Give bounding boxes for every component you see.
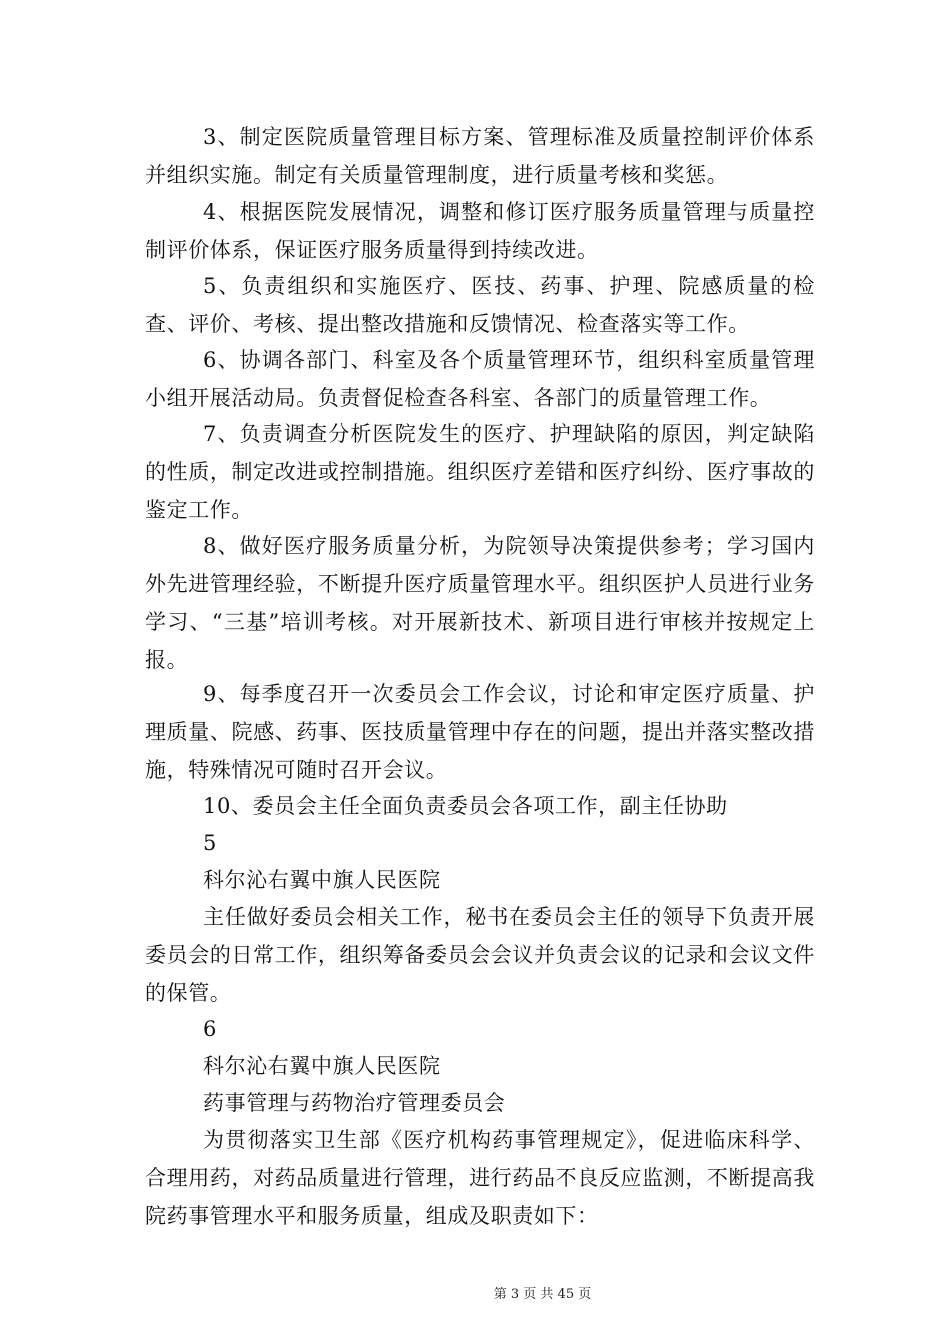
item-9-paragraph: 9、每季度召开一次委员会工作会议，讨论和审定医疗质量、护理质量、院感、药事、医技质量管理中存在的问题，提出并落实整改措施，特殊情况可随时召开会议。 (145, 682, 815, 782)
item-8-paragraph: 8、做好医疗服务质量分析，为院领导决策提供参考；学习国内外先进管理经验，不断提升医疗质量管理水平。组织医护人员进行业务学习、“三基”培训考核。对开展新技术、新项目进行审核并按规定上报。 (145, 534, 815, 672)
page-number-6: 6 (203, 1017, 217, 1041)
committee-intro-paragraph: 为贯彻落实卫生部《医疗机构药事管理规定》，促进临床科学、合理用药，对药品质量进行管理，进行药品不良反应监测，不断提高我院药事管理水平和服务质量，组成及职责如下： (145, 1128, 815, 1228)
committee-title: 药事管理与药物治疗管理委员会 (203, 1091, 506, 1115)
page-number-5: 5 (203, 831, 217, 855)
item-10-paragraph: 10、委员会主任全面负责委员会各项工作，副主任协助 (203, 794, 728, 818)
hospital-name-heading: 科尔沁右翼中旗人民医院 (203, 868, 441, 892)
hospital-name-heading: 科尔沁右翼中旗人民医院 (203, 1054, 441, 1078)
item-6-paragraph: 6、协调各部门、科室及各个质量管理环节，组织科室质量管理小组开展活动局。负责督促检查各科室、各部门的质量管理工作。 (145, 348, 815, 410)
secretary-paragraph: 主任做好委员会相关工作，秘书在委员会主任的领导下负责开展委员会的日常工作，组织筹备委员会会议并负责会议的记录和会议文件的保管。 (145, 905, 815, 1005)
item-5-paragraph: 5、负责组织和实施医疗、医技、药事、护理、院感质量的检查、评价、考核、提出整改措施和反馈情况、检查落实等工作。 (145, 274, 815, 336)
page-footer (0, 1286, 950, 1304)
item-7-paragraph: 7、负责调查分析医院发生的医疗、护理缺陷的原因，判定缺陷的性质，制定改进或控制措施。组织医疗差错和医疗纠纷、医疗事故的鉴定工作。 (145, 422, 815, 522)
page-indicator: 第 3 页 共 45 页 (493, 1287, 592, 1302)
item-4-paragraph: 4、根据医院发展情况，调整和修订医疗服务质量管理与质量控制评价体系，保证医疗服务质量得到持续改进。 (145, 200, 815, 262)
item-3-paragraph: 3、制定医院质量管理目标方案、管理标准及质量控制评价体系并组织实施。制定有关质量管理制度，进行质量考核和奖惩。 (145, 125, 815, 187)
